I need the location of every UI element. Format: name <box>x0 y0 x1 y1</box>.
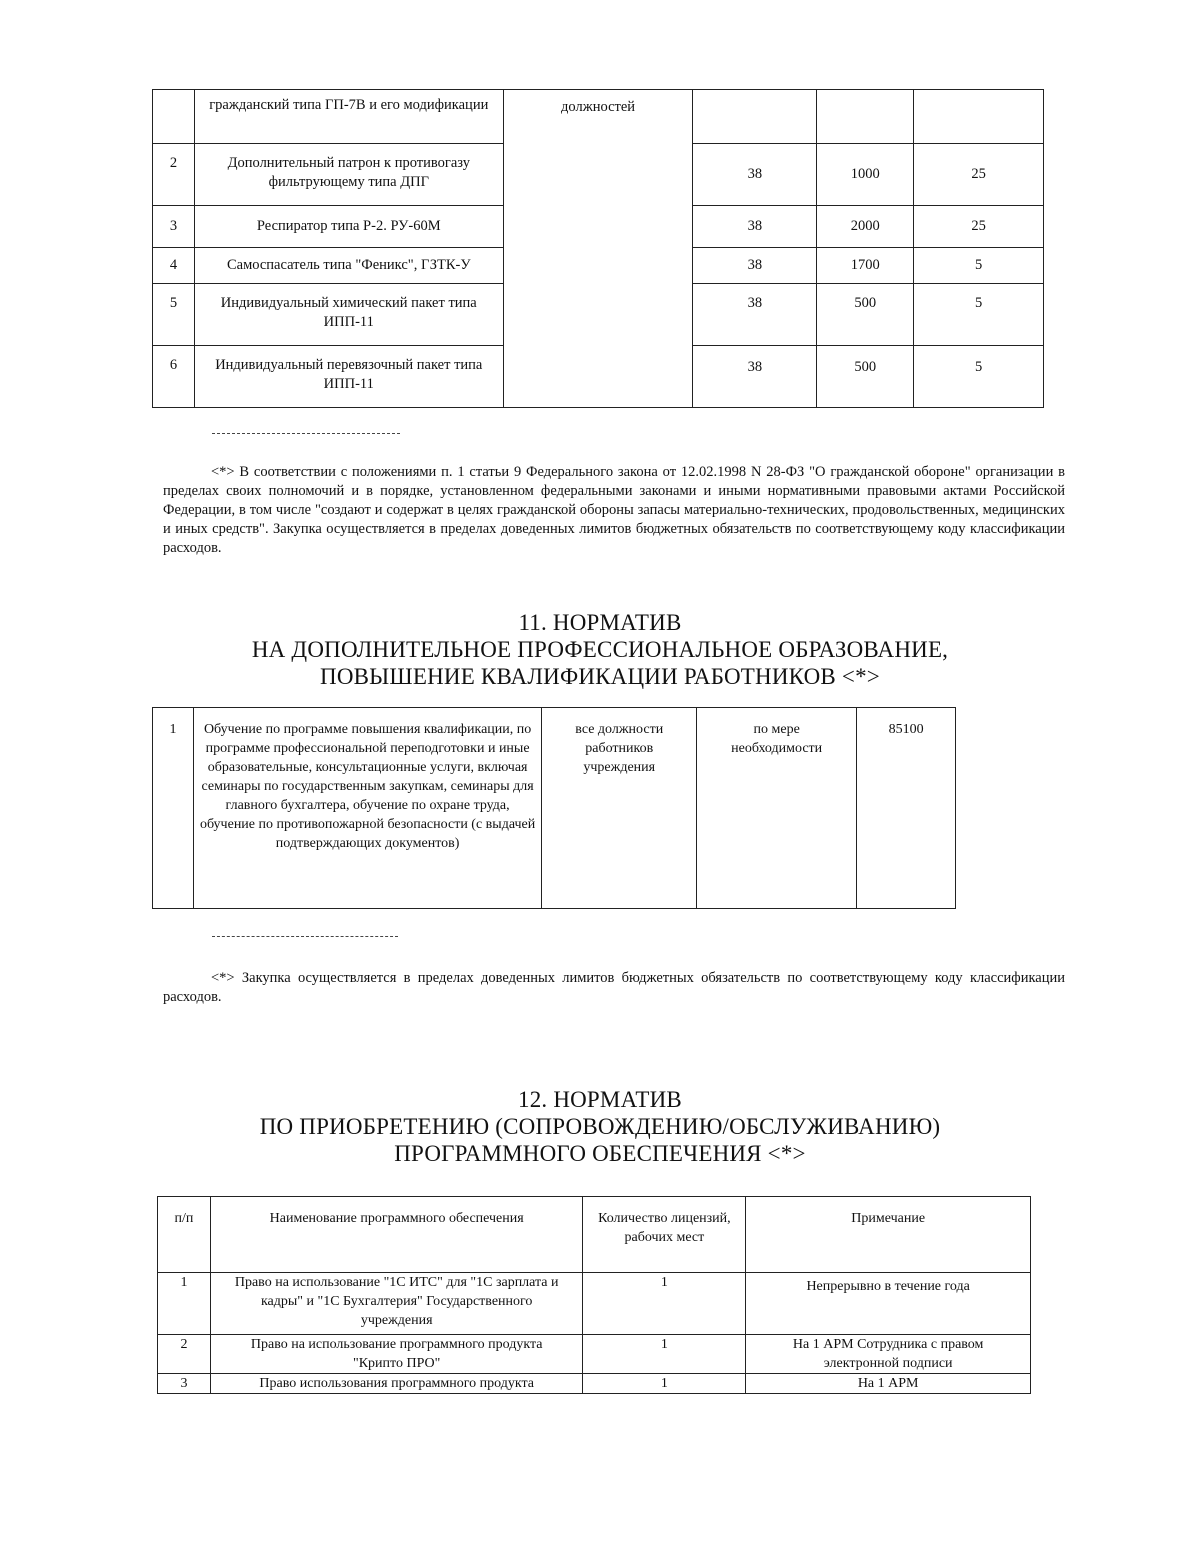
frequency-cell: по мере необходимости <box>697 708 857 909</box>
table-header-row <box>158 1197 1031 1273</box>
item-name: гражданский типа ГП-7В и его модификации <box>194 90 503 144</box>
positions-cell: должностей <box>503 90 693 408</box>
footnote-body: <*> Закупка осуществляется в пределах доведенных лимитов бюджетных обязательств по соответствующему коду классификации расходов. <box>163 970 1065 1005</box>
footnote-divider <box>212 433 400 434</box>
term-cell <box>914 90 1044 144</box>
row-number: 5 <box>153 284 195 346</box>
column-header: Примечание <box>746 1197 1031 1273</box>
footnote-text <box>163 463 1065 558</box>
heading-line: НА ДОПОЛНИТЕЛЬНОЕ ПРОФЕССИОНАЛЬНОЕ ОБРАЗОВАНИЕ, <box>251 637 949 662</box>
positions-cell: все должности работников учреждения <box>542 708 697 909</box>
price-cell: 1700 <box>817 248 914 284</box>
column-header: п/п <box>158 1197 211 1273</box>
row-number: 4 <box>153 248 195 284</box>
quantity-cell: 38 <box>693 346 817 408</box>
table-row <box>158 1273 1031 1335</box>
item-name: Самоспасатель типа "Феникс", ГЗТК-У <box>194 248 503 284</box>
quantity-cell: 1 <box>583 1335 746 1374</box>
price-cell: 1000 <box>817 144 914 206</box>
note-cell: Непрерывно в течение года <box>746 1273 1031 1335</box>
row-number: 2 <box>153 144 195 206</box>
section-heading <box>150 609 1050 690</box>
quantity-cell: 1 <box>583 1273 746 1335</box>
software-table <box>157 1196 1031 1394</box>
item-name: Обучение по программе повышения квалификации, по программе профессиональной переподготовки и иные образовательные, консультационные услуги, включая семинары по государственным закупкам, семинары для главного бухгалтера, обучение по охране труда, обучение по противопожарной безопасности (с выдачей подтверждающих документов) <box>193 708 541 909</box>
price-cell <box>817 90 914 144</box>
item-name: Право использования программного продукта <box>210 1374 583 1394</box>
quantity-cell: 38 <box>693 248 817 284</box>
item-name: Дополнительный патрон к противогазу фильтрующему типа ДПГ <box>194 144 503 206</box>
term-cell: 5 <box>914 284 1044 346</box>
table-row <box>158 1335 1031 1374</box>
quantity-cell: 38 <box>693 144 817 206</box>
item-name: Индивидуальный перевязочный пакет типа ИПП-11 <box>194 346 503 408</box>
footnote-divider <box>212 936 398 937</box>
heading-line: ПОВЫШЕНИЕ КВАЛИФИКАЦИИ РАБОТНИКОВ <*> <box>320 664 880 689</box>
column-header: Наименование программного обеспечения <box>210 1197 583 1273</box>
note-cell: На 1 АРМ <box>746 1374 1031 1394</box>
row-number: 3 <box>153 206 195 248</box>
footnote-text <box>163 969 1065 1007</box>
term-cell: 25 <box>914 144 1044 206</box>
item-name: Право на использование программного продукта "Крипто ПРО" <box>210 1335 583 1374</box>
price-cell: 500 <box>817 346 914 408</box>
item-name: Респиратор типа Р-2. РУ-60М <box>194 206 503 248</box>
row-number: 6 <box>153 346 195 408</box>
quantity-cell: 1 <box>583 1374 746 1394</box>
term-cell: 25 <box>914 206 1044 248</box>
price-cell: 500 <box>817 284 914 346</box>
table-row <box>153 90 1044 144</box>
table-row <box>158 1374 1031 1394</box>
heading-line: 12. НОРМАТИВ <box>518 1087 682 1112</box>
cost-cell: 85100 <box>857 708 956 909</box>
quantity-cell <box>693 90 817 144</box>
row-number: 1 <box>158 1273 211 1335</box>
price-cell: 2000 <box>817 206 914 248</box>
note-cell: На 1 АРМ Сотрудника с правом электронной подписи <box>746 1335 1031 1374</box>
column-header: Количество лицензий, рабочих мест <box>583 1197 746 1273</box>
training-table <box>152 707 956 909</box>
section-heading <box>150 1086 1050 1167</box>
heading-line: ПРОГРАММНОГО ОБЕСПЕЧЕНИЯ <*> <box>394 1141 806 1166</box>
term-cell: 5 <box>914 248 1044 284</box>
term-cell: 5 <box>914 346 1044 408</box>
footnote-body: <*> В соответствии с положениями п. 1 статьи 9 Федерального закона от 12.02.1998 N 28-ФЗ "О гражданской обороне" организации в пределах своих полномочий и в порядке, установленном федеральными законами и иными нормативными правовыми актами Российской Федерации, в том числе "создают и содержат в целях гражданской обороны запасы материально-технических, продовольственных, медицинских и иных средств". Закупка осуществляется в пределах доведенных лимитов бюджетных обязательств по соответствующему коду классификации расходов. <box>163 464 1065 556</box>
quantity-cell: 38 <box>693 206 817 248</box>
quantity-cell: 38 <box>693 284 817 346</box>
row-number: 2 <box>158 1335 211 1374</box>
row-number: 3 <box>158 1374 211 1394</box>
row-number <box>153 90 195 144</box>
item-name: Индивидуальный химический пакет типа ИПП-11 <box>194 284 503 346</box>
row-number: 1 <box>153 708 194 909</box>
table-row <box>153 708 956 909</box>
heading-line: 11. НОРМАТИВ <box>518 610 682 635</box>
civil-defense-table <box>152 89 1044 408</box>
heading-line: ПО ПРИОБРЕТЕНИЮ (СОПРОВОЖДЕНИЮ/ОБСЛУЖИВАНИЮ) <box>259 1114 941 1139</box>
item-name: Право на использование "1С ИТС" для "1С зарплата и кадры" и "1С Бухгалтерия" Государственного учреждения <box>210 1273 583 1335</box>
